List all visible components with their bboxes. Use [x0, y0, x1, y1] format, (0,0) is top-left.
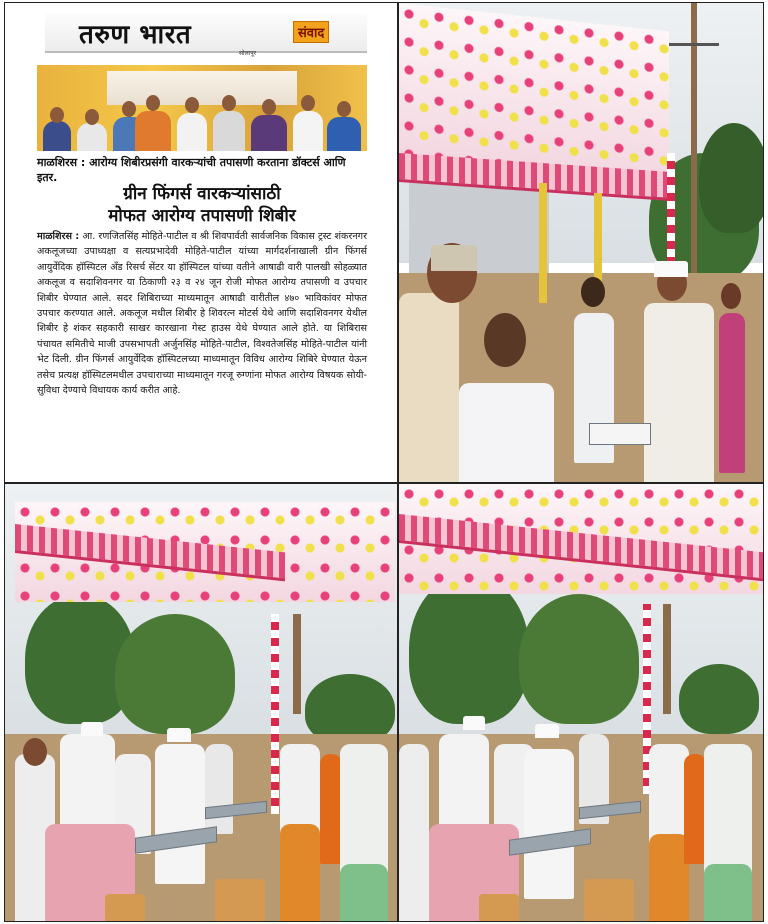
headline-line-2: मोफत आरोग्य तपासणी शिबीर: [108, 206, 296, 226]
photo-bottom-right: [398, 483, 764, 922]
photo-caption: माळशिरस : आरोग्य शिबीरप्रसंगी वारकऱ्यांची तपासणी करताना डॉक्टर्स आणि इतर.: [37, 156, 346, 184]
masthead-city: सोलापूर: [239, 50, 257, 57]
photo-top-right: [398, 2, 764, 483]
masthead-badge: संवाद: [293, 21, 329, 43]
warkari-checkup-photo-2: [399, 484, 763, 921]
headline-line-1: ग्रीन फिंगर्स वारकऱ्यांसाठी: [123, 184, 281, 204]
newspaper-photo: [37, 65, 367, 151]
article-dateline: माळशिरस :: [37, 231, 80, 242]
warkari-checkup-photo-1: [5, 484, 397, 921]
masthead-title: तरुण भारत: [79, 20, 192, 50]
article-body: [37, 229, 367, 398]
health-camp-photo: [399, 3, 763, 482]
tent-canopy: [399, 3, 669, 181]
photo-bottom-left: [4, 483, 398, 922]
article-body-text: आ. रणजितसिंह मोहिते-पाटील व श्री शिवपार्वती सार्वजनिक विकास ट्रस्ट शंकरनगर अकलूजच्या उपाध्यक्षा व सत्यप्रभादेवी मोहिते-पाटील यांच्या मार्गदर्शनाखाली ग्रीन फिंगर्स आयुर्वेदिक हॉस्पिटल अँड रिसर्च सेंटर या हॉस्पिटल यांच्या वतीने आषाढी वारी पालखी सोहळ्यात अकलूज व सदाशिवनगर या ठिकाणी २३ व २४ जून रोजी मोफत आरोग्य तपासणी व उपचार शिबीर घेण्यात आले. सदर शिबिराच्या माध्यमातून आषाढी वारीतील ४७० भाविकांवर मोफत उपचार करण्यात आले. अकलूज मधील शिबीर हे शिवरत्न मोटर्स येथे आणि सदाशिवनगर येथील शिबीर हे शंकर सहकारी साखर कारखाना गेस्ट हाउस येथे घेण्यात आले होते. या शिबिरास पंचायत समितीचे माजी उपसभापती अर्जुनसिंह मोहिते-पाटील, विश्वतेजसिंह मोहिते-पाटील यांनी भेट दिली. ग्रीन फिंगर्स आयुर्वेदिक हॉस्पिटलच्या माध्यमातून विविध आरोग्य शिबिरे घेण्यात येऊन तसेच प्रत्यक्ष हॉस्पिटलमधील उपचाराच्या माध्यमातून गरजू रुग्णांना मोफत आरोग्य विषयक सोयी-सुविधा देण्याचे विधायक कार्य करीत आहे.: [37, 231, 368, 397]
newspaper-masthead: [45, 13, 367, 57]
newspaper-clipping: [4, 2, 398, 483]
